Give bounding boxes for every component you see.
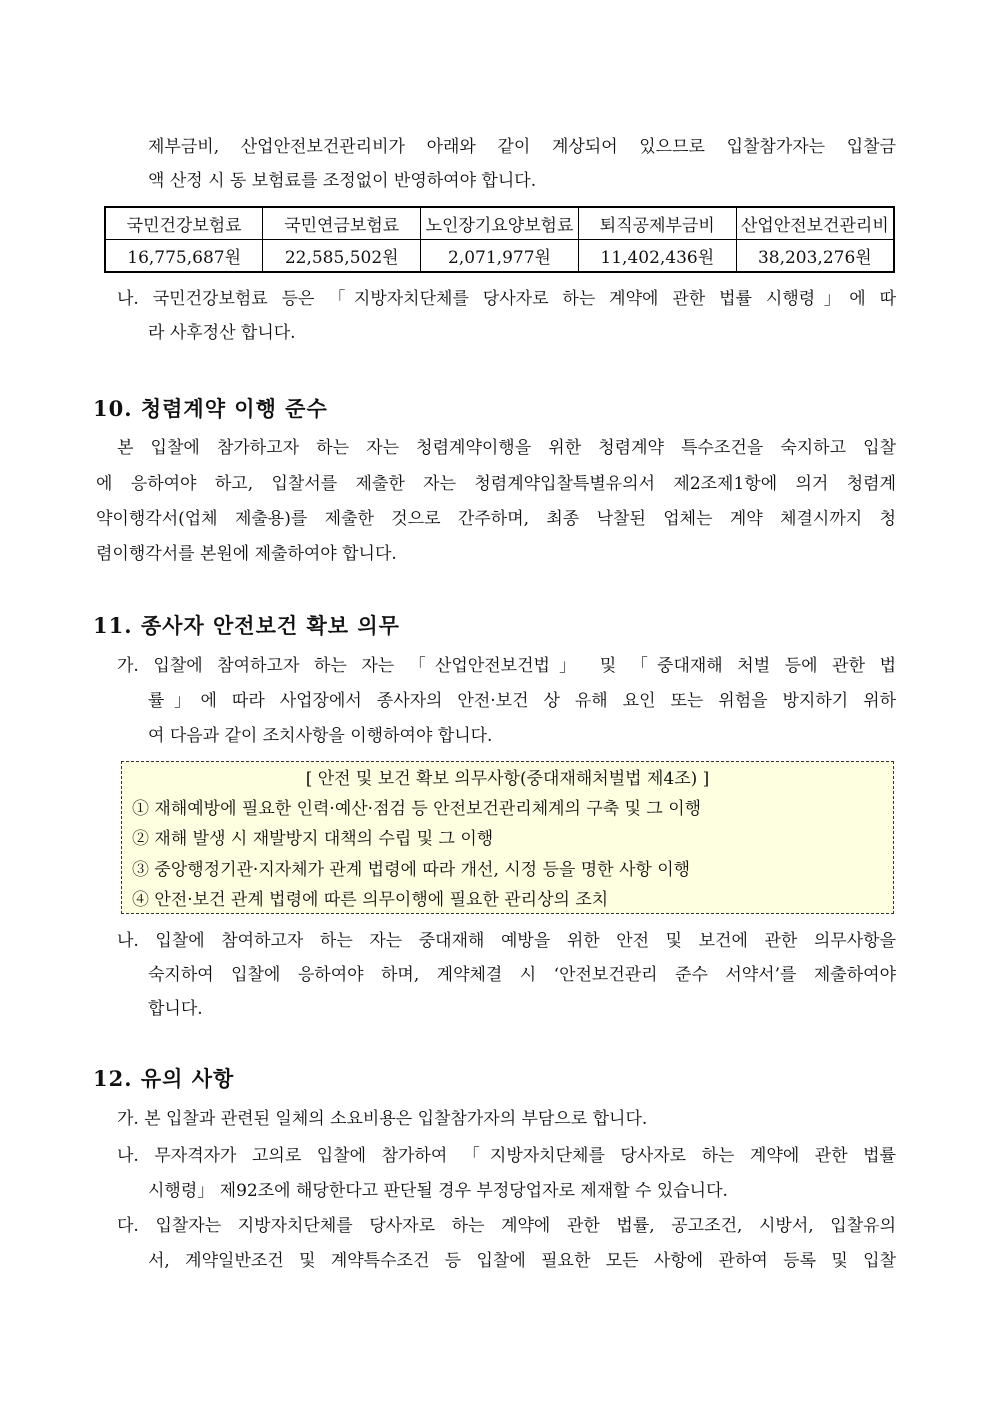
list-item: 가. 입찰에 참여하고자 하는 자는 「산업안전보건법」 및 「중대재해 처벌 등에 관한 법: [117, 656, 896, 676]
paragraph-line: 약이행각서(업체 제출용)를 제출한 것으로 간주하며, 최종 낙찰된 업체는 계약 체결시까지 청: [96, 509, 896, 529]
list-item-continuation: 라 사후정산 합니다.: [148, 323, 296, 343]
safety-duty-box: [121, 761, 894, 914]
list-item: 다. 입찰자는 지방자치단체를 당사자로 하는 계약에 관한 법률, 공고조건, 시방서, 입찰유의: [117, 1216, 896, 1236]
section-heading: 12. 유의 사항: [93, 1066, 235, 1091]
list-item-continuation: 률」에 따라 사업장에서 종사자의 안전·보건 상 유해 요인 또는 위험을 방지하기 위하: [148, 691, 896, 711]
table-cell: 22,585,502원: [263, 240, 421, 273]
list-item-continuation: 합니다.: [148, 999, 203, 1019]
paragraph-line: 액 산정 시 동 보험료를 조정없이 반영하여야 합니다.: [148, 171, 537, 191]
table-cell: 2,071,977원: [421, 240, 579, 273]
paragraph-line: 제부금비, 산업안전보건관리비가 아래와 같이 계상되어 있으므로 입찰참가자는 입찰금: [148, 137, 896, 157]
table-header-cell: 산업안전보건관리비: [736, 207, 894, 240]
duty-item: ③ 중앙행정기관·지자체가 관계 법령에 따라 개선, 시정 등을 명한 사항 이행: [132, 860, 691, 880]
table-header-cell: 노인장기요양보험료: [421, 207, 579, 240]
duty-item: ④ 안전·보건 관계 법령에 따른 의무이행에 필요한 관리상의 조치: [132, 890, 609, 910]
list-item-continuation: 시행령」 제92조에 해당한다고 판단될 경우 부정당업자로 제재할 수 있습니다.: [148, 1181, 728, 1201]
list-item: 나. 무자격자가 고의로 입찰에 참가하여 「지방자치단체를 당사자로 하는 계약에 관한 법률: [117, 1146, 896, 1166]
section-heading: 11. 종사자 안전보건 확보 의무: [93, 613, 400, 638]
duty-item: ② 재해 발생 시 재발방지 대책의 수립 및 그 이행: [132, 829, 494, 849]
section-heading: 10. 청렴계약 이행 준수: [93, 396, 328, 421]
list-item: 나. 국민건강보험료 등은 「지방자치단체를 당사자로 하는 계약에 관한 법률 시행령」에 따: [117, 289, 896, 309]
list-item-continuation: 서, 계약일반조건 및 계약특수조건 등 입찰에 필요한 모든 사항에 관하여 등록 및 입찰: [148, 1251, 896, 1271]
box-title: [ 안전 및 보건 확보 의무사항(중대재해처벌법 제4조) ]: [305, 769, 710, 789]
table-row: [105, 240, 894, 273]
table-header-cell: 국민연금보험료: [263, 207, 421, 240]
list-item: 나. 입찰에 참여하고자 하는 자는 중대재해 예방을 위한 안전 및 보건에 관한 의무사항을: [117, 931, 896, 951]
list-item-continuation: 숙지하여 입찰에 응하여야 하며, 계약체결 시 ‘안전보건관리 준수 서약서’를 제출하여야: [148, 965, 896, 985]
table-header-cell: 퇴직공제부금비: [578, 207, 736, 240]
insurance-fee-table: [104, 206, 895, 273]
duty-item: ① 재해예방에 필요한 인력·예산·점검 등 안전보건관리체계의 구축 및 그 이행: [132, 799, 702, 819]
table-cell: 16,775,687원: [105, 240, 263, 273]
table-header-cell: 국민건강보험료: [105, 207, 263, 240]
paragraph-line: 본 입찰에 참가하고자 하는 자는 청렴계약이행을 위한 청렴계약 특수조건을 숙지하고 입찰: [117, 438, 896, 458]
paragraph-line: 에 응하여야 하고, 입찰서를 제출한 자는 청렴계약입찰특별유의서 제2조제1항에 의거 청렴계: [96, 474, 896, 494]
table-cell: 11,402,436원: [578, 240, 736, 273]
paragraph-line: 렴이행각서를 본원에 제출하여야 합니다.: [96, 544, 397, 564]
table-header-row: [105, 207, 894, 240]
table-cell: 38,203,276원: [736, 240, 894, 273]
list-item: 가. 본 입찰과 관련된 일체의 소요비용은 입찰참가자의 부담으로 합니다.: [117, 1109, 648, 1129]
list-item-continuation: 여 다음과 같이 조치사항을 이행하여야 합니다.: [148, 726, 493, 746]
